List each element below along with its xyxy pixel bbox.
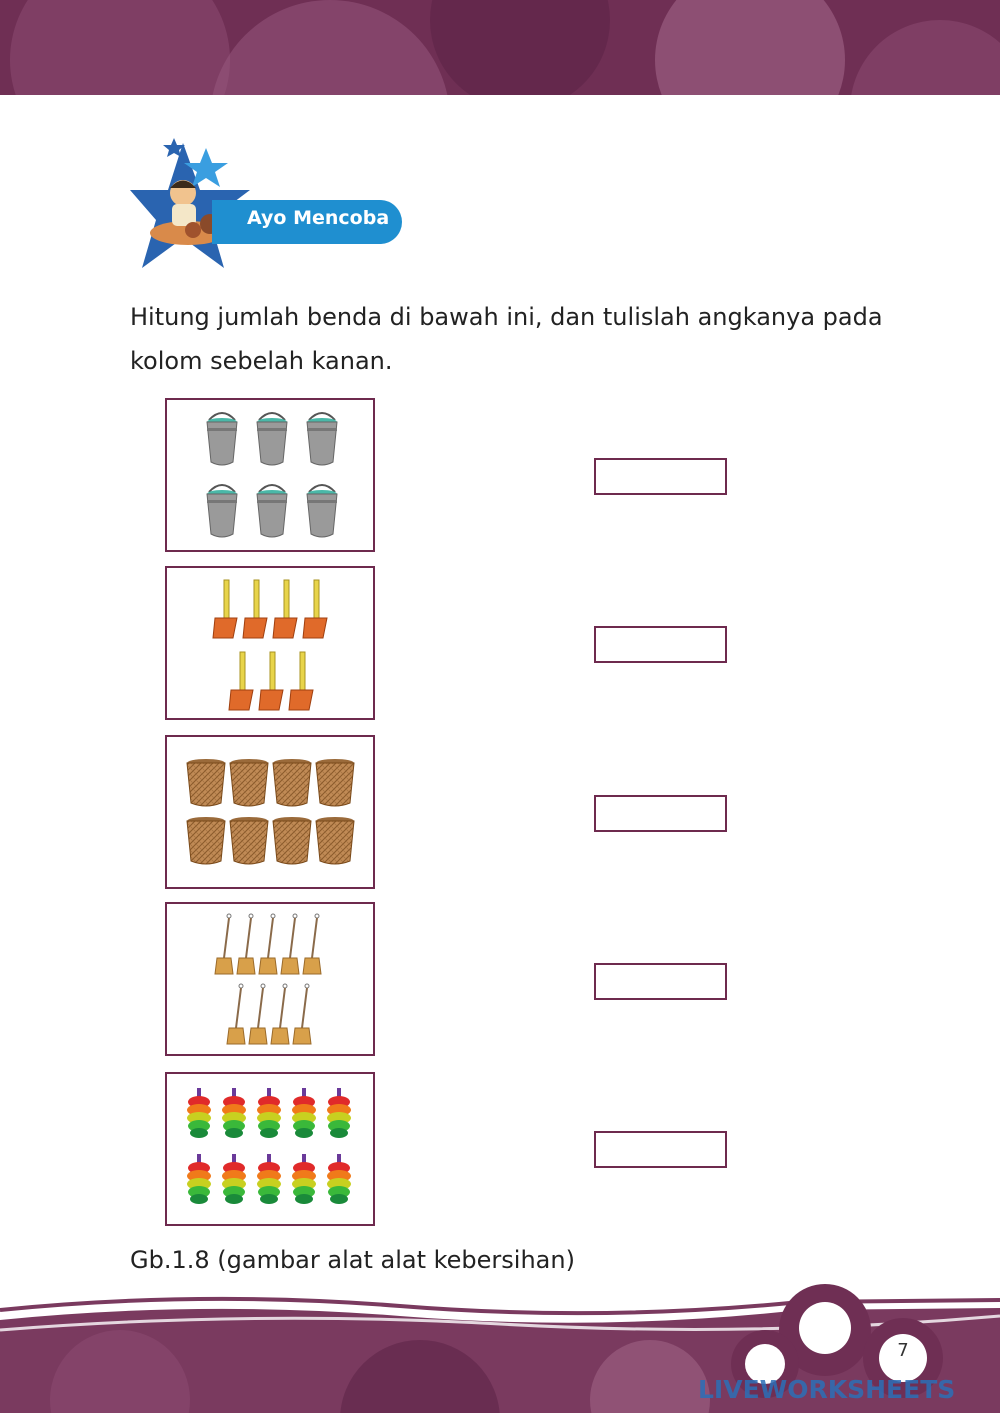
answer-input-3[interactable] [594, 795, 727, 832]
instruction-text: Hitung jumlah benda di bawah ini, dan tulislah angkanya pada kolom sebelah kanan. [130, 303, 883, 375]
answer-input-1[interactable] [594, 458, 727, 495]
page-number: 7 [897, 1340, 909, 1361]
badge-label: Ayo Mencoba [247, 207, 390, 229]
answer-input-5[interactable] [594, 1131, 727, 1168]
figure-caption: Gb.1.8 (gambar alat alat kebersihan) [130, 1246, 575, 1274]
bucket-icon [167, 400, 373, 550]
picture-box-feather-dusters [165, 1072, 375, 1226]
answer-input-2[interactable] [594, 626, 727, 663]
answer-input-4[interactable] [594, 963, 727, 1000]
dustpan-icon [167, 568, 373, 718]
picture-box-baskets [165, 735, 375, 889]
watermark-logo: LIVEWORKSHEETS [698, 1375, 956, 1404]
picture-box-dustpans [165, 566, 375, 720]
feather-duster-icon [167, 1074, 373, 1228]
picture-box-brooms [165, 902, 375, 1056]
basket-icon [167, 737, 373, 887]
header-decoration [0, 0, 1000, 95]
picture-box-buckets [165, 398, 375, 552]
broom-icon [167, 904, 373, 1058]
